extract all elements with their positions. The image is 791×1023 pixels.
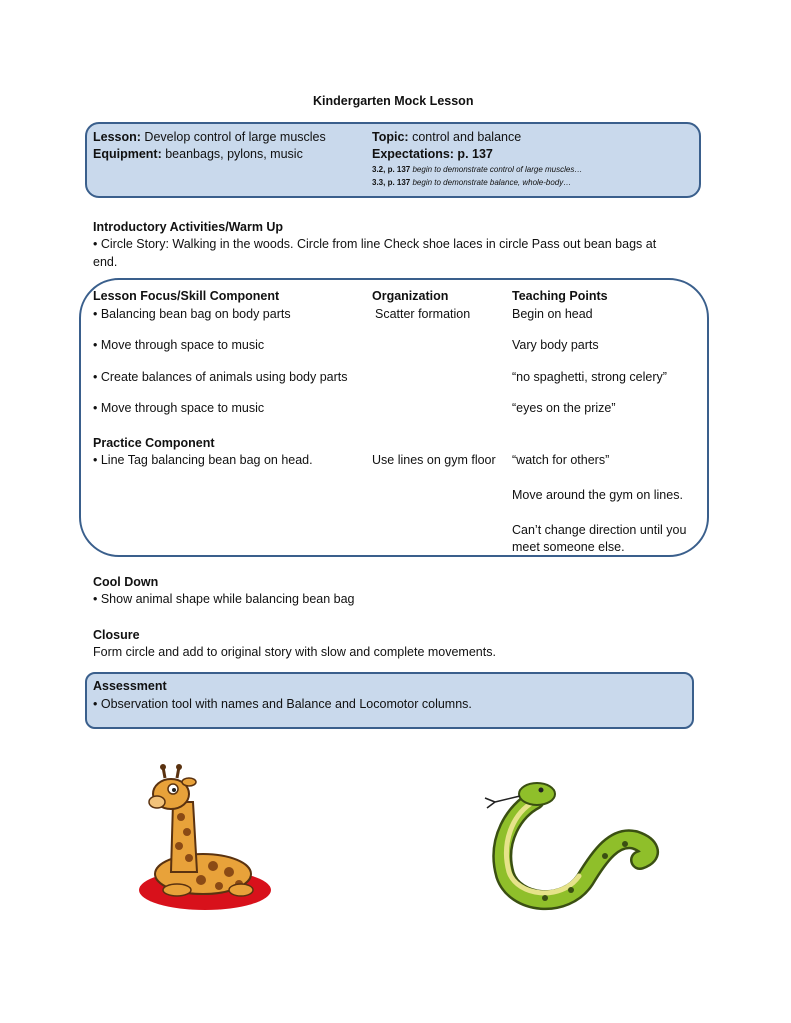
- focus-point-2: Vary body parts: [512, 338, 599, 352]
- focus-col3-heading: Teaching Points: [512, 289, 608, 303]
- focus-org-1: Scatter formation: [375, 307, 471, 321]
- expectations-label: Expectations: p. 137: [372, 147, 493, 161]
- practice-point-3a: Can’t change direction until you: [512, 523, 687, 537]
- intro-line-1: • Circle Story: Walking in the woods. Circle from line Check shoe laces in circle Pass out bean bags at: [93, 237, 657, 251]
- closure-heading: Closure: [93, 628, 140, 642]
- focus-col1-heading: Lesson Focus/Skill Component: [93, 289, 280, 303]
- focus-skill-3: • Create balances of animals using body parts: [93, 370, 348, 384]
- practice-org: Use lines on gym floor: [372, 453, 496, 467]
- focus-point-3: “no spaghetti, strong celery”: [512, 370, 667, 384]
- giraffe-image: [135, 762, 275, 914]
- practice-point-1: “watch for others”: [512, 453, 610, 467]
- practice-heading: Practice Component: [93, 436, 215, 450]
- intro-line-2: end.: [93, 255, 118, 269]
- lesson-value: Develop control of large muscles: [144, 130, 326, 144]
- expectation-1: [372, 165, 582, 174]
- focus-skill-1: • Balancing bean bag on body parts: [93, 307, 291, 321]
- intro-heading: Introductory Activities/Warm Up: [93, 220, 284, 234]
- expectation-2-text: begin to demonstrate balance, whole-body…: [412, 178, 572, 187]
- expectation-2: [372, 178, 571, 187]
- closure-text: Form circle and add to original story with slow and complete movements.: [93, 645, 496, 659]
- practice-point-2: Move around the gym on lines.: [512, 488, 683, 502]
- focus-skill-4: • Move through space to music: [93, 401, 265, 415]
- cooldown-heading: Cool Down: [93, 575, 159, 589]
- equipment-value: beanbags, pylons, music: [165, 147, 303, 161]
- expectation-1-text: begin to demonstrate control of large muscles…: [412, 165, 583, 174]
- lesson-label: Lesson:: [93, 130, 141, 144]
- expectation-1-ref: 3.2, p. 137: [372, 165, 411, 174]
- lesson-line: [93, 130, 326, 144]
- practice-skill: • Line Tag balancing bean bag on head.: [93, 453, 313, 467]
- focus-point-1: Begin on head: [512, 307, 593, 321]
- assessment-heading: Assessment: [93, 679, 167, 693]
- equipment-line: [93, 147, 303, 161]
- focus-col2-heading: Organization: [372, 289, 449, 303]
- expectation-2-ref: 3.3, p. 137: [372, 178, 411, 187]
- topic-line: [372, 130, 521, 144]
- topic-value: control and balance: [412, 130, 522, 144]
- topic-label: Topic:: [372, 130, 409, 144]
- practice-point-3b: meet someone else.: [512, 540, 625, 554]
- equipment-label: Equipment:: [93, 147, 162, 161]
- snake-image: [475, 780, 670, 915]
- focus-point-4: “eyes on the prize”: [512, 401, 616, 415]
- assessment-text: • Observation tool with names and Balance and Locomotor columns.: [93, 697, 472, 711]
- cooldown-text: • Show animal shape while balancing bean bag: [93, 592, 355, 606]
- focus-skill-2: • Move through space to music: [93, 338, 265, 352]
- page-title: Kindergarten Mock Lesson: [313, 94, 474, 108]
